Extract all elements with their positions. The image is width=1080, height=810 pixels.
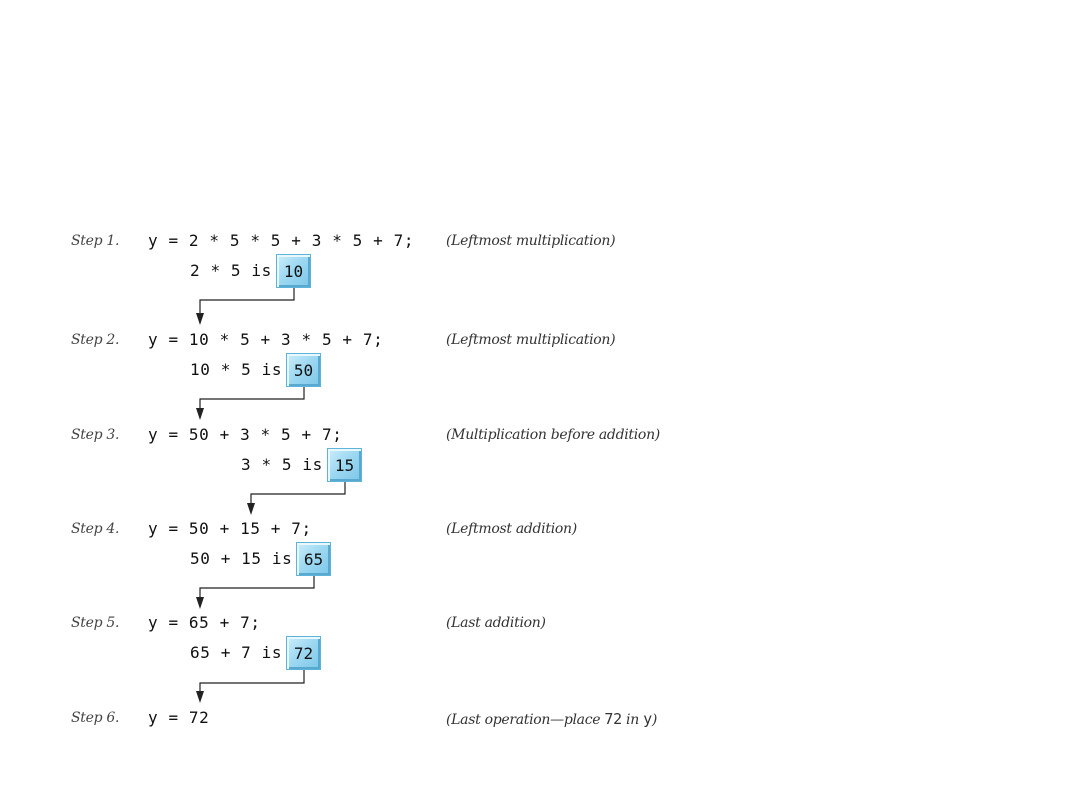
- step-6-note-value: 72: [604, 710, 622, 728]
- step-6-label: Step 6.: [71, 710, 120, 726]
- step-6-note-part-3: ): [651, 712, 657, 728]
- arrow-step-1-to-2: [200, 288, 294, 318]
- step-6-note-part-1: (Last operation—place: [446, 712, 605, 728]
- step-6-expression: y = 72: [148, 708, 210, 727]
- arrowhead-step-5: [196, 597, 204, 609]
- arrowhead-step-4: [247, 503, 255, 515]
- arrow-step-2-to-3: [200, 387, 304, 412]
- step-4-note: (Leftmost addition): [446, 521, 577, 537]
- step-4-label: Step 4.: [71, 521, 120, 537]
- step-2-note: (Leftmost multiplication): [446, 332, 616, 348]
- arrowhead-step-3: [196, 408, 204, 420]
- step-1-subexpression: 2 * 5 is: [190, 261, 272, 280]
- step-6-note-part-2: in: [621, 712, 644, 728]
- step-1-result: 10: [283, 261, 304, 281]
- step-5-subexpression: 65 + 7 is: [190, 643, 283, 662]
- step-3-expression: y = 50 + 3 * 5 + 7;: [148, 425, 343, 444]
- arrow-step-4-to-5: [200, 576, 314, 601]
- step-3-result: 15: [334, 455, 355, 475]
- step-2-label: Step 2.: [71, 332, 120, 348]
- step-4-result: 65: [303, 549, 324, 569]
- step-4-expression: y = 50 + 15 + 7;: [148, 519, 312, 538]
- step-5-result: 72: [293, 643, 314, 663]
- step-1-note: (Leftmost multiplication): [446, 233, 616, 249]
- arrow-step-5-to-6: [200, 670, 304, 695]
- step-6-note-variable: y: [643, 710, 652, 728]
- step-2-result: 50: [293, 360, 314, 380]
- step-5-expression: y = 65 + 7;: [148, 613, 261, 632]
- step-3-label: Step 3.: [71, 427, 120, 443]
- step-1-expression: y = 2 * 5 * 5 + 3 * 5 + 7;: [148, 231, 415, 250]
- step-1-label: Step 1.: [71, 233, 120, 249]
- arrowhead-step-6: [196, 691, 204, 703]
- step-5-note: (Last addition): [446, 615, 546, 631]
- arrowhead-step-2: [196, 313, 204, 325]
- step-2-expression: y = 10 * 5 + 3 * 5 + 7;: [148, 330, 384, 349]
- step-4-subexpression: 50 + 15 is: [190, 549, 293, 568]
- arrow-step-3-to-4: [251, 482, 345, 508]
- step-3-subexpression: 3 * 5 is: [241, 455, 323, 474]
- step-3-note: (Multiplication before addition): [446, 427, 660, 443]
- step-5-label: Step 5.: [71, 615, 120, 631]
- step-2-subexpression: 10 * 5 is: [190, 360, 283, 379]
